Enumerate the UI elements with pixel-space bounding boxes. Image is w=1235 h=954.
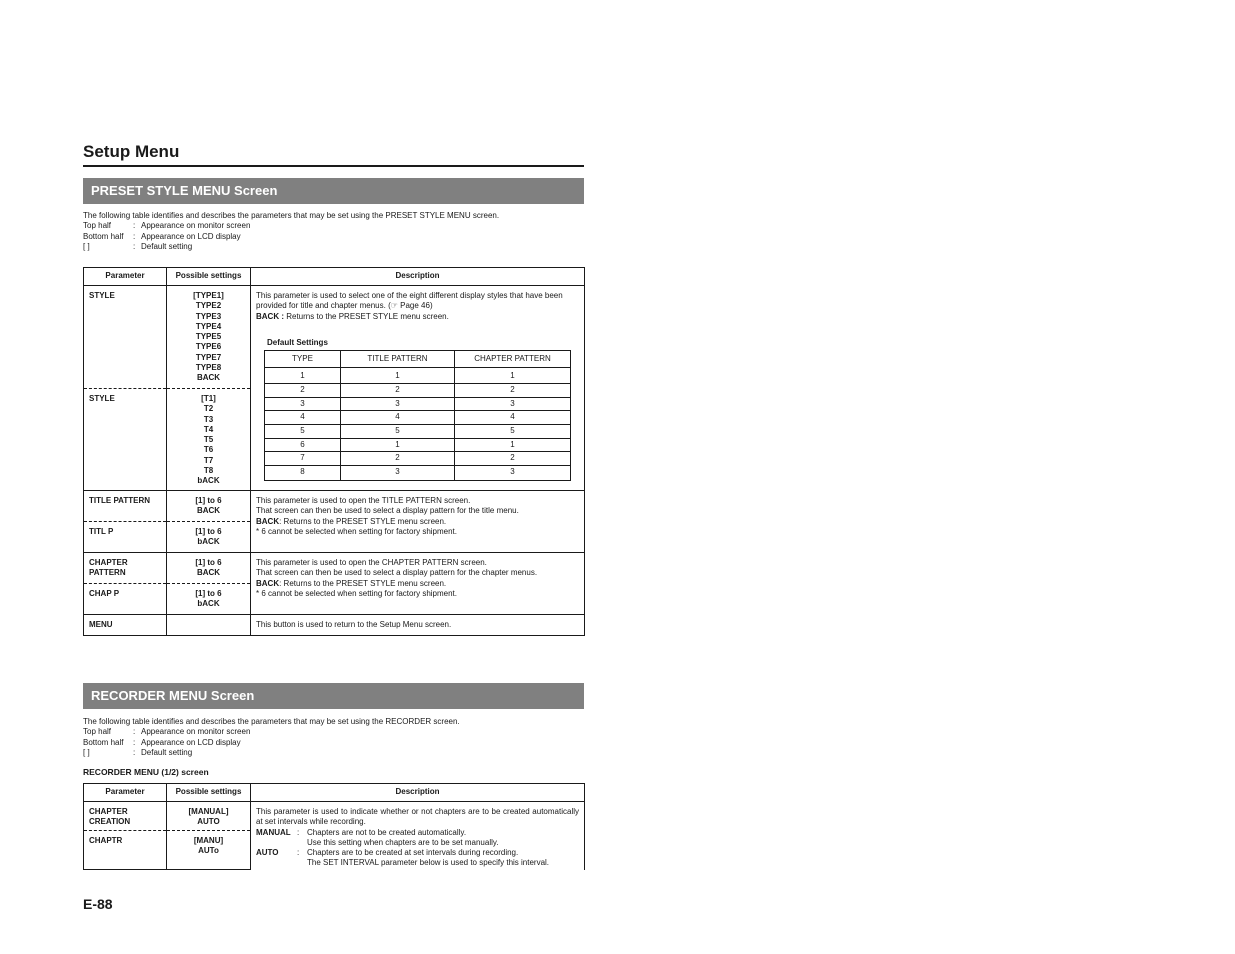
back-label: BACK : [256,311,284,321]
def-cell: 3 [341,466,455,481]
col-header-parameter: Parameter [84,784,167,802]
back-label: BACK [256,516,280,526]
setting-value: TYPE2 [195,301,222,311]
def-row [265,452,571,466]
legend-colon: : [133,747,136,757]
def-cell: 2 [455,383,571,397]
def-cell: 1 [455,368,571,384]
mode-text [307,848,579,869]
def-header-type: TYPE [265,351,341,368]
table-row [84,615,585,636]
def-header-chapter-pattern: CHAPTER PATTERN [455,351,571,368]
legend-key: [ ] [83,747,90,757]
def-row [265,368,571,384]
legend-value: Appearance on monitor screen [141,727,251,737]
param-chapter-creation: CHAPTER CREATION [84,802,167,831]
setting-value: T2 [203,404,214,414]
setting-value: T5 [203,435,214,445]
description-text: That screen can then be used to select a display pattern for the title menu. [256,506,519,516]
setting-value: T4 [203,424,214,434]
setting-value: [1] to 6 [195,589,222,598]
mode-line: The SET INTERVAL parameter below is used to specify this interval. [307,858,550,868]
param-chapter-pattern-lcd: CHAP P [84,584,167,615]
setting-value: [MANUAL] [188,807,229,816]
setting-value: bACK [197,476,220,486]
settings-chapter-pattern-bottom [167,584,251,615]
mode-line: Chapters are to be created at set intervals during recording. [307,848,519,858]
setting-value: [MANU] [193,836,224,845]
back-text: : Returns to the PRESET STYLE menu screen. [279,516,447,526]
setting-value: BACK [196,506,221,516]
def-cell: 3 [341,397,455,411]
param-chapter-pattern: CHAPTER PATTERN [84,553,167,584]
setting-value: [1] to 6 [195,558,222,567]
mode-line: Chapters are not to be created automatically. [307,827,467,837]
setting-value: T3 [203,414,214,424]
back-text: : Returns to the PRESET STYLE menu screen. [279,578,447,588]
recorder-subheading: RECORDER MENU (1/2) screen [83,767,209,777]
legend-row [83,242,584,252]
recorder-section-heading: RECORDER MENU Screen [83,683,584,709]
settings-chapter-creation-top [167,802,251,831]
legend-row [83,727,584,737]
setting-value: bACK [197,537,220,547]
mode-text [307,828,579,849]
def-cell: 4 [341,411,455,425]
def-cell: 4 [265,411,341,425]
def-cell: 1 [265,368,341,384]
setting-value: TYPE6 [195,342,222,352]
mode-label: MANUAL [256,827,291,837]
col-header-parameter: Parameter [84,268,167,286]
legend-key: Top half [83,221,112,231]
table-row [84,802,585,831]
legend-colon: : [133,221,136,231]
col-header-settings: Possible settings [167,784,251,802]
legend-colon: : [133,241,136,251]
description-title-pattern [251,491,585,553]
def-cell: 3 [455,466,571,481]
def-header-title-pattern: TITLE PATTERN [341,351,455,368]
param-title-pattern: TITLE PATTERN [84,491,167,522]
note-text: * 6 cannot be selected when setting for factory shipment. [256,588,458,598]
settings-style-bottom [167,389,251,491]
legend-value: Default setting [141,241,193,251]
setting-value: T8 [203,466,214,476]
setting-value: BACK [196,568,221,578]
param-chapter-creation-lcd: CHAPTR [84,831,167,870]
legend-colon: : [133,231,136,241]
col-header-settings: Possible settings [167,268,251,286]
def-row [265,397,571,411]
legend-row [83,748,584,758]
setting-value: bACK [197,599,220,609]
setting-value: BACK [196,373,221,383]
table-row [84,553,585,584]
def-row [265,425,571,439]
settings-style-top [167,286,251,389]
legend-row [83,232,584,242]
legend-key: [ ] [83,241,90,251]
def-cell: 3 [455,397,571,411]
def-cell: 5 [455,425,571,439]
def-cell: 2 [341,452,455,466]
description-style [251,286,585,491]
setting-value: TYPE3 [195,311,222,321]
settings-title-pattern-top [167,491,251,522]
description-chapter-creation [251,802,585,870]
description-chapter-pattern [251,553,585,615]
mode-colon: : [297,827,300,837]
def-cell: 8 [265,466,341,481]
page-number: E-88 [83,896,113,912]
def-row [265,383,571,397]
page-title: Setup Menu [83,142,584,167]
note-text: * 6 cannot be selected when setting for factory shipment. [256,526,458,536]
legend-colon: : [133,737,136,747]
legend-key: Bottom half [83,737,124,747]
def-cell: 2 [341,383,455,397]
mode-label: AUTO [256,848,279,858]
def-row [265,466,571,481]
recorder-table [83,783,585,870]
description-text: This parameter is used to select one of the eight different display styles that have been provided for title and chapter menus. (☞ Page 46) [256,291,563,311]
description-text: This parameter is used to indicate whether or not chapters are to be created automatically at set intervals while recording. [256,807,579,827]
legend-row [83,738,584,748]
def-row [265,411,571,425]
legend-row [83,221,584,231]
param-title-pattern-lcd: TITL P [84,522,167,553]
setting-value: [TYPE1] [193,291,224,300]
setting-value: TYPE5 [195,332,222,342]
preset-intro [83,211,584,252]
def-cell: 5 [341,425,455,439]
def-cell: 3 [265,397,341,411]
settings-title-pattern-bottom [167,522,251,553]
default-settings-title: Default Settings [267,337,328,347]
preset-intro-text: The following table identifies and describes the parameters that may be set using the PRESET STYLE MENU screen. [83,211,500,220]
legend-key: Bottom half [83,231,124,241]
mode-row-manual [256,828,579,849]
mode-colon: : [297,848,300,858]
def-cell: 1 [341,368,455,384]
param-style: STYLE [84,286,167,389]
setting-value: AUTO [197,817,220,827]
back-label: BACK [256,578,280,588]
settings-chapter-pattern-top [167,553,251,584]
setting-value: TYPE8 [195,363,222,373]
legend-value: Appearance on monitor screen [141,221,251,231]
default-settings-table [264,350,571,481]
setting-value: TYPE7 [195,352,222,362]
setting-value: AUTo [198,846,219,856]
setting-value: T7 [203,455,214,465]
def-row [265,438,571,452]
back-text: Returns to the PRESET STYLE menu screen. [286,311,449,321]
legend-value: Default setting [141,747,193,757]
recorder-intro [83,717,584,758]
setting-value: [T1] [201,394,216,403]
def-cell: 7 [265,452,341,466]
def-cell: 2 [455,452,571,466]
def-cell: 2 [265,383,341,397]
mode-row-auto [256,848,579,869]
param-style-lcd: STYLE [84,389,167,491]
def-cell: 1 [455,438,571,452]
col-header-description: Description [251,268,585,286]
settings-menu [167,615,251,636]
setting-value: TYPE4 [195,321,222,331]
def-cell: 1 [341,438,455,452]
legend-value: Appearance on LCD display [141,737,241,747]
preset-style-table [83,267,585,636]
description-text: That screen can then be used to select a display pattern for the chapter menus. [256,568,538,578]
setting-value: [1] to 6 [195,496,222,505]
table-row [84,286,585,389]
param-menu: MENU [84,615,167,636]
legend-colon: : [133,727,136,737]
legend-value: Appearance on LCD display [141,231,241,241]
def-cell: 6 [265,438,341,452]
legend-key: Top half [83,727,112,737]
setting-value: T6 [203,445,214,455]
mode-line: Use this setting when chapters are to be set manually. [307,837,499,847]
description-text: This parameter is used to open the TITLE PATTERN screen. [256,496,471,505]
col-header-description: Description [251,784,585,802]
preset-style-section-heading: PRESET STYLE MENU Screen [83,178,584,204]
setting-value: [1] to 6 [195,527,222,536]
recorder-intro-text: The following table identifies and describes the parameters that may be set using the RECORDER screen. [83,717,460,726]
def-cell: 4 [455,411,571,425]
table-row [84,491,585,522]
settings-chapter-creation-bottom [167,831,251,870]
description-text: This parameter is used to open the CHAPTER PATTERN screen. [256,558,487,567]
def-cell: 5 [265,425,341,439]
description-menu: This button is used to return to the Setup Menu screen. [251,615,585,636]
